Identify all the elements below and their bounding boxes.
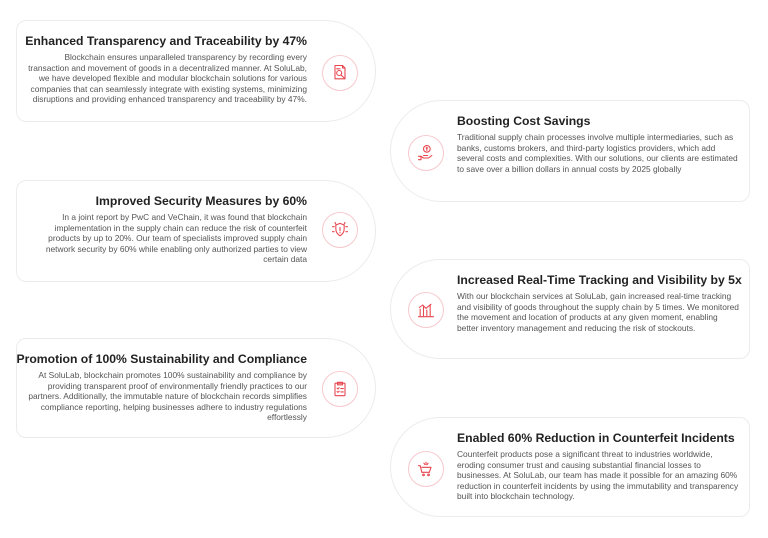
feature-card-sustainability: [16, 338, 376, 438]
tracking-chart-icon: [408, 292, 444, 328]
card-title: Boosting Cost Savings: [457, 114, 591, 128]
card-title: Improved Security Measures by 60%: [95, 194, 307, 208]
clipboard-checklist-icon: [322, 371, 358, 407]
feature-card-tracking: [390, 259, 750, 359]
card-body: Counterfeit products pose a significant threat to industries worldwide, eroding consumer trust and causing substantial financial losses to businesses. At SoluLab, our team has made it possible for an amazing 60% reduction in counterfeit incidents by using the immutability and transparency built into blockchain technology.: [457, 449, 739, 502]
security-shield-icon: [322, 212, 358, 248]
card-title: Enhanced Transparency and Traceability by 47%: [25, 34, 307, 48]
card-body: Traditional supply chain processes involve multiple intermediaries, such as banks, customs brokers, and third-party logistics providers, which add several costs and complexities. With our solutions, our clients are estimated to save over a billion dollars in annual costs by 2025 globally: [457, 132, 738, 174]
feature-card-transparency: [16, 20, 376, 122]
card-body: Blockchain ensures unparalleled transparency by recording every transaction and movement of goods in a decentralized manner. At SoluLab, we have developed flexible and modular blockchain solutions for various companies that can seamlessly integrate with existing systems, minimizing disruptions and providing enhanced transparency and traceability by 47%.: [28, 52, 307, 105]
card-body: At SoluLab, blockchain promotes 100% sustainability and compliance by providing transparent proof of environmentally friendly practices to our partners. Additionally, the immutable nature of blockchain records simplifies compliance reporting, helping businesses adhere to industry regulations effortlessly: [28, 370, 307, 423]
card-body: With our blockchain services at SoluLab, gain increased real-time tracking and visibility of goods throughout the supply chain by 5 times. We monitored the movement and location of products at any given moment, enabling better inventory management and reducing the risk of stockouts.: [457, 291, 739, 333]
shopping-cart-warning-icon: [408, 451, 444, 487]
card-title: Increased Real-Time Tracking and Visibility by 5x: [457, 273, 742, 287]
hand-coin-icon: [408, 135, 444, 171]
search-document-icon: [322, 55, 358, 91]
feature-card-counterfeit: [390, 417, 750, 517]
feature-card-security: [16, 180, 376, 282]
feature-card-cost-savings: [390, 100, 750, 202]
card-body: In a joint report by PwC and VeChain, it was found that blockchain implementation in the supply chain can reduce the risk of counterfeit products by up to 20%. Our team of specialists improved supply chain network security by 60% while enabling only authorized parties to view certain data: [45, 212, 307, 265]
card-title: Promotion of 100% Sustainability and Compliance: [16, 352, 307, 366]
card-title: Enabled 60% Reduction in Counterfeit Incidents: [457, 431, 735, 445]
